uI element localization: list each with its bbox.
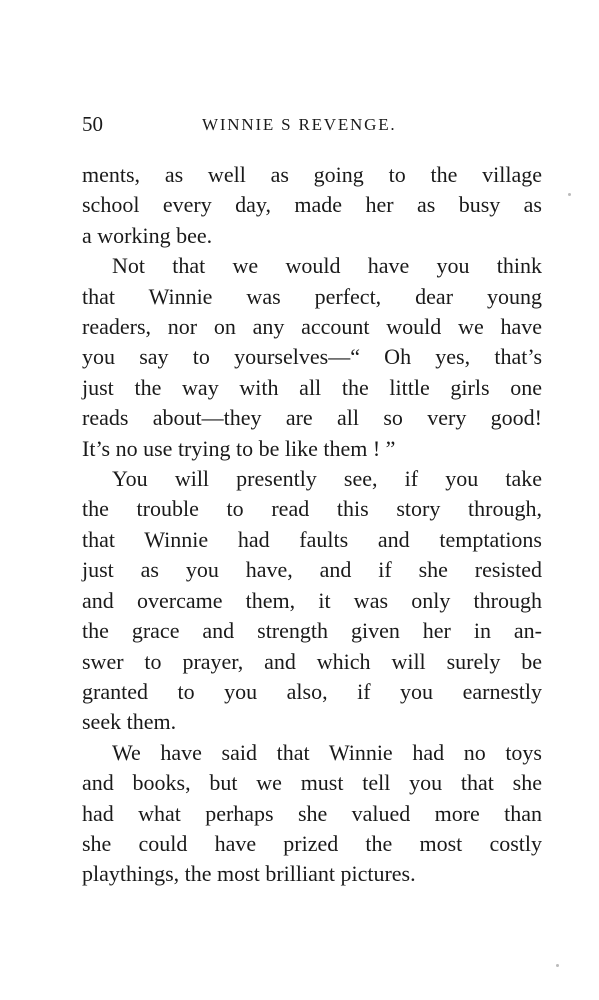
text-line: she could have prized the most costly	[82, 830, 542, 856]
text-line: school every day, made her as busy as	[82, 192, 542, 218]
text-line: We have said that Winnie had no toys	[112, 739, 542, 765]
text-line: and books, but we must tell you that she	[82, 770, 542, 796]
text-line: just as you have, and if she resisted	[82, 557, 542, 583]
text-line: and overcame them, it was only through	[82, 587, 542, 613]
paper-speck	[568, 193, 571, 196]
text-line: the grace and strength given her in an-	[82, 618, 542, 644]
text-line: swer to prayer, and which will surely be	[82, 648, 542, 674]
paper-speck	[556, 964, 559, 967]
text-line: granted to you also, if you earnestly	[82, 678, 542, 704]
text-line: that Winnie had faults and temptations	[82, 526, 542, 552]
running-head-title: WINNIE S REVENGE.	[202, 115, 397, 134]
text-line: You will presently see, if you take	[112, 466, 542, 492]
text-line: It’s no use trying to be like them ! ”	[82, 435, 396, 461]
text-line: ments, as well as going to the village	[82, 162, 542, 187]
text-line: reads about—they are all so very good!	[82, 405, 542, 431]
paragraph-2	[82, 251, 542, 464]
paragraph-1	[82, 160, 542, 251]
text-line: just the way with all the little girls one	[82, 374, 542, 400]
text-line: you say to yourselves—“ Oh yes, that’s	[82, 344, 542, 370]
text-line: that Winnie was perfect, dear young	[82, 283, 542, 309]
text-line: Not that we would have you think	[112, 253, 542, 279]
running-head	[82, 112, 542, 142]
text-line: readers, nor on any account would we have	[82, 314, 542, 340]
paragraph-3	[82, 464, 542, 738]
text-line: playthings, the most brilliant pictures.	[82, 861, 416, 887]
text-line: a working bee.	[82, 222, 213, 248]
text-line: seek them.	[82, 709, 177, 735]
text-line: the trouble to read this story through,	[82, 496, 542, 522]
body-text	[82, 160, 542, 890]
text-line: had what perhaps she valued more than	[82, 800, 542, 826]
paragraph-4	[82, 738, 542, 890]
page-number: 50	[82, 112, 103, 136]
